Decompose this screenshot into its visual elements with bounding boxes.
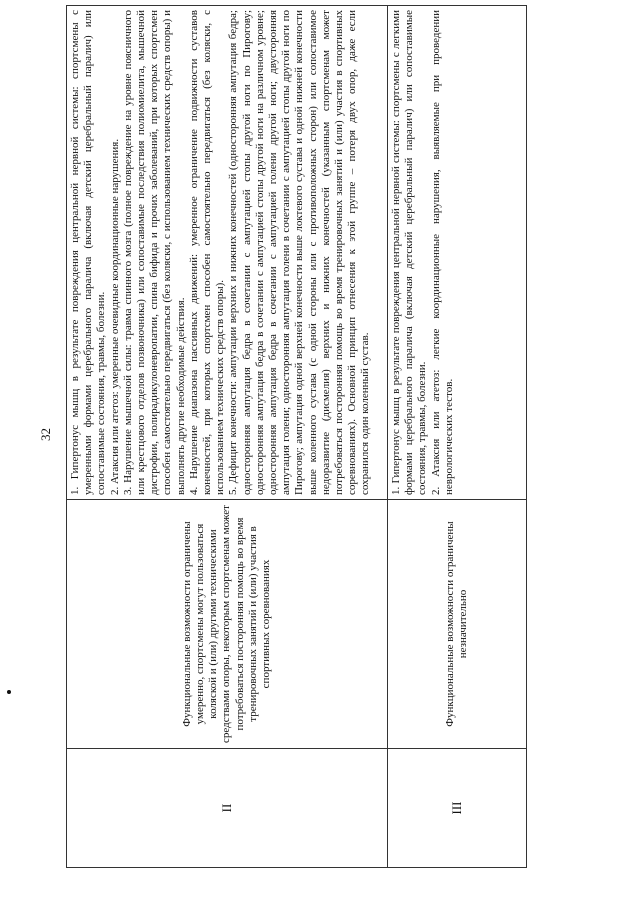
table-row (67, 6, 388, 868)
criteria-cell (388, 6, 527, 500)
criterion-item: 2. Атаксия или атетоз: легкие координационные нарушения, выявляемые при проведении неврологических тестов. (429, 10, 455, 495)
class-number-cell: III (388, 749, 527, 868)
criterion-item: 2. Атаксия или атетоз: умеренные очевидные координационные нарушения. (108, 138, 121, 495)
criterion-item: 5. Дефицит конечности: ампутации верхних и нижних конечностей (односторонняя ампутация бедра; односторонняя ампутация бедра в сочетании с ампутацией стопы другой ноги по Пирогову; односторонняя ампутация бедра в сочетании с ампутацией стопы другой ноги на различном уровне; односторонняя ампутация бедра в сочетании с ампутацией голени другой ноги; двусторонняя ампутация голени; односторонняя ампутация голени в сочетании с ампутацией стопы другой ноги по Пирогову; ампутация одной верхней конечности выше локтевого сустава и одной нижней конечности выше коленного сустава (с одной стороны или с противоположных сторон) или сопоставимое недоразвитие (дисмелия) верхних и нижних конечностей (указанным спортсменам может потребоваться посторонняя помощь во время тренировочных занятий и (или) участия в спортивных соревнованиях). Основной принцип отнесения к этой группе – потеря двух опор, даже если сохранился один коленный сустав. (227, 10, 372, 495)
criteria-cell (67, 6, 388, 500)
criterion-item: 1. Гипертонус мышц в результате повреждения центральной нервной системы: спортсмены с легкими формами церебрального паралича (включая детский церебральный паралич) или сопоставимые состояния, травмы, болезни. (390, 10, 429, 495)
classification-table (66, 5, 527, 868)
table-row (388, 6, 527, 868)
criterion-item: 1. Гипертонус мышц в результате повреждения центральной нервной системы: спортсмены с умеренными формами церебрального паралича (включая детский церебральный паралич) или сопоставимые состояния, травмы, болезни. (69, 10, 108, 495)
scan-dot (7, 690, 11, 694)
description-cell: Функциональные возможности ограничены умеренно, спортсмены могут пользоваться коляской и (или) другими техническими средствами опоры, некоторым спортсменам может потребоваться посторонняя помощь во время тренировочных занятий и (или) участия в спортивных соревнованиях (67, 500, 388, 749)
criterion-item: 4. Нарушение диапазона пассивных движений: умеренное ограничение подвижности суставов конечностей, при которых спортсмен способен самостоятельно передвигаться (без коляски, с использованием технических средств опоры). (187, 10, 227, 495)
criterion-item: 3. Нарушение мышечной силы: травма спинного мозга (полное повреждение на уровне поясничного или крестцового отделов позвоночника) или сопоставимые последствия полиомиелита, мышечной дистрофии, полирадикулоневропатии, спина бифида и прочих заболеваний, при которых спортсмен способен самостоятельно передвигаться (без коляски, с использованием технических средств опоры) и выполнять другие необходимые действия. (121, 10, 187, 495)
page-number: 32 (38, 428, 53, 441)
rotated-table-wrapper (66, 10, 526, 868)
class-number-cell: II (67, 749, 388, 868)
description-cell: Функциональные возможности ограничены незначительно (388, 500, 527, 749)
